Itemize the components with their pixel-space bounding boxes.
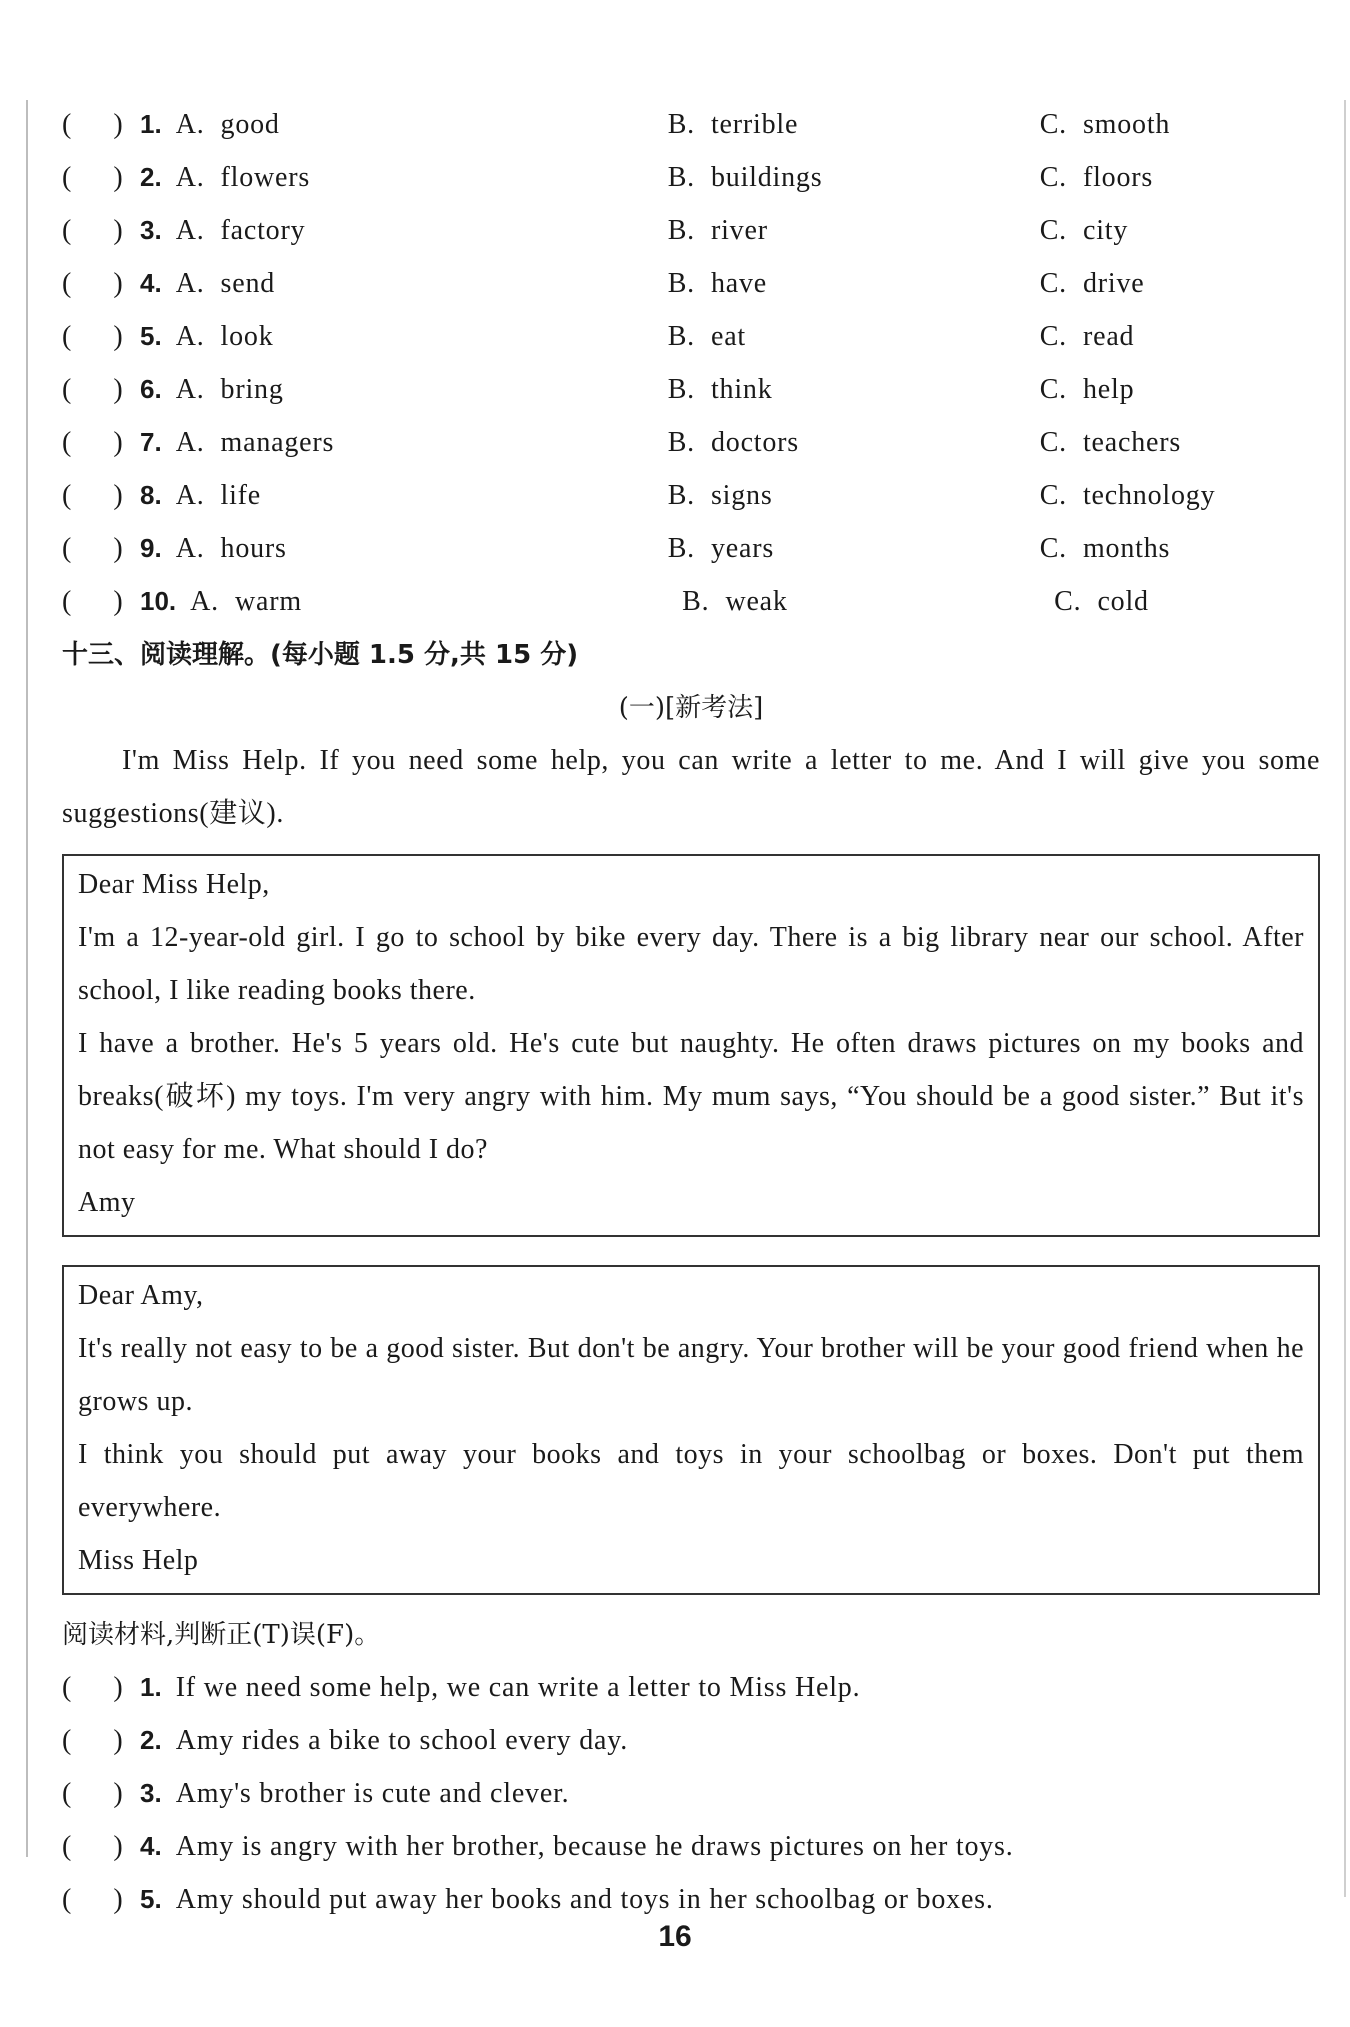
option-text: technology [1082, 480, 1216, 511]
option-text: terrible [710, 109, 799, 140]
choice-question-row [62, 363, 1320, 416]
question-number: 5. [140, 321, 162, 351]
option-text: doctors [710, 427, 799, 458]
option-letter: C. [1039, 321, 1067, 352]
option-letter: A. [175, 533, 205, 564]
tf-instruction: 阅读材料,判断正(T)误(F)。 [62, 1620, 381, 1650]
option-b [668, 469, 1040, 522]
option-letter: C. [1054, 586, 1082, 617]
option-text: smooth [1082, 109, 1171, 140]
letter-greeting: Dear Amy, [78, 1280, 204, 1311]
letter-paragraph: It's really not easy to be a good sister. But don't be angry. Your brother will be your good friend when he grows up. [78, 1333, 1304, 1417]
choice-question-row [62, 310, 1320, 363]
option-b [668, 151, 1040, 204]
answer-blank[interactable]: ( ) [62, 1725, 123, 1756]
option-letter: B. [667, 480, 695, 511]
option-letter: A. [175, 162, 205, 193]
question-number: 8. [140, 480, 162, 510]
answer-blank[interactable]: ( ) [62, 480, 123, 511]
option-letter: C. [1039, 215, 1067, 246]
choice-question-row [62, 204, 1320, 257]
question-number: 2. [140, 162, 162, 192]
option-letter: A. [175, 321, 205, 352]
option-text: send [220, 268, 276, 299]
option-letter: C. [1039, 374, 1067, 405]
letter-greeting: Dear Miss Help, [78, 869, 270, 900]
question-number: 5. [140, 1884, 162, 1914]
letter-paragraph: I have a brother. He's 5 years old. He's cute but naughty. He often draws pictures on my books and breaks(破坏) my toys. I'm very angry with him. My mum says, “You should be a good sister.” But it's not easy for me. What should I do? [78, 1028, 1304, 1165]
option-c [1040, 310, 1135, 363]
question-number: 9. [140, 533, 162, 563]
option-text: river [710, 215, 768, 246]
question-number: 3. [140, 215, 162, 245]
option-c [1040, 522, 1171, 575]
option-text: think [710, 374, 773, 405]
option-c [1040, 363, 1135, 416]
question-number: 7. [140, 427, 162, 457]
option-text: have [710, 268, 768, 299]
section-title: 十三、阅读理解。(每小题 1.5 分,共 15 分) [62, 640, 579, 670]
option-b [668, 522, 1040, 575]
option-text: flowers [220, 162, 311, 193]
option-letter: B. [682, 586, 710, 617]
answer-blank[interactable]: ( ) [62, 533, 123, 564]
tf-question-row [62, 1714, 1320, 1767]
option-a [176, 363, 668, 416]
option-c [1040, 257, 1145, 310]
question-number: 4. [140, 1831, 162, 1861]
letter-paragraph: I think you should put away your books and toys in your schoolbag or boxes. Don't put them everywhere. [78, 1439, 1304, 1523]
option-c [1040, 416, 1181, 469]
question-number: 2. [140, 1725, 162, 1755]
option-text: hours [220, 533, 287, 564]
margin-rule-right [1344, 100, 1346, 1897]
answer-blank[interactable]: ( ) [62, 215, 123, 246]
option-a [176, 469, 668, 522]
option-a [190, 575, 682, 628]
statement-text: Amy is angry with her brother, because he draws pictures on her toys. [175, 1831, 1014, 1862]
statement-text: Amy rides a bike to school every day. [175, 1725, 629, 1756]
option-letter: A. [175, 374, 205, 405]
choice-question-row [62, 522, 1320, 575]
option-text: read [1082, 321, 1135, 352]
letter-from-miss-help [62, 1265, 1320, 1595]
option-a [176, 416, 668, 469]
option-a [176, 151, 668, 204]
option-c [1040, 204, 1128, 257]
question-number: 1. [140, 109, 162, 139]
intro-paragraph: I'm Miss Help. If you need some help, you can write a letter to me. And I will give you some suggestions(建议). [62, 745, 1320, 829]
option-text: good [220, 109, 280, 140]
tf-question-row [62, 1873, 1320, 1926]
option-text: help [1082, 374, 1135, 405]
choice-question-row [62, 151, 1320, 204]
choice-question-row [62, 257, 1320, 310]
option-text: signs [710, 480, 773, 511]
answer-blank[interactable]: ( ) [62, 321, 123, 352]
option-text: factory [220, 215, 306, 246]
tf-question-row [62, 1767, 1320, 1820]
letter-paragraph: I'm a 12-year-old girl. I go to school by bike every day. There is a big library near our school. After school, I like reading books there. [78, 922, 1304, 1006]
option-letter: C. [1039, 480, 1067, 511]
letter-signature: Miss Help [78, 1545, 199, 1576]
answer-blank[interactable]: ( ) [62, 586, 123, 617]
option-a [176, 257, 668, 310]
option-letter: B. [667, 162, 695, 193]
option-text: drive [1082, 268, 1145, 299]
choice-question-row [62, 575, 1320, 628]
option-text: warm [234, 586, 302, 617]
option-text: months [1082, 533, 1171, 564]
true-false-question-list [62, 1661, 1320, 1926]
option-letter: A. [175, 480, 205, 511]
option-a [176, 522, 668, 575]
option-letter: B. [667, 427, 695, 458]
letter-from-amy [62, 854, 1320, 1237]
option-a [176, 98, 668, 151]
option-letter: B. [667, 321, 695, 352]
option-letter: B. [667, 374, 695, 405]
tf-question-row [62, 1820, 1320, 1873]
answer-blank[interactable]: ( ) [62, 162, 123, 193]
option-letter: A. [175, 109, 205, 140]
tf-question-row [62, 1661, 1320, 1714]
option-text: years [710, 533, 775, 564]
option-b [668, 257, 1040, 310]
answer-blank[interactable]: ( ) [62, 268, 123, 299]
worksheet-content [62, 98, 1320, 1926]
choice-question-row [62, 469, 1320, 522]
option-letter: A. [175, 268, 205, 299]
option-letter: B. [667, 215, 695, 246]
margin-rule-left [26, 100, 28, 1857]
option-text: life [220, 480, 262, 511]
option-text: floors [1082, 162, 1154, 193]
statement-text: Amy's brother is cute and clever. [175, 1778, 570, 1809]
letter-signature: Amy [78, 1187, 136, 1218]
option-letter: A. [190, 586, 219, 617]
passage-subhead: (一)[新考法] [618, 693, 764, 723]
option-text: weak [725, 586, 788, 617]
answer-blank[interactable]: ( ) [62, 1831, 123, 1862]
option-b [682, 575, 1054, 628]
answer-blank[interactable]: ( ) [62, 109, 123, 140]
option-letter: A. [175, 427, 205, 458]
answer-blank[interactable]: ( ) [62, 427, 123, 458]
option-letter: C. [1039, 427, 1067, 458]
option-text: eat [710, 321, 747, 352]
option-letter: C. [1039, 268, 1067, 299]
answer-blank[interactable]: ( ) [62, 1672, 123, 1703]
option-text: cold [1097, 586, 1149, 617]
option-letter: B. [667, 109, 695, 140]
question-number: 1. [140, 1672, 162, 1702]
option-c [1040, 98, 1171, 151]
page-number: 16 [658, 1920, 692, 1953]
option-letter: C. [1039, 109, 1067, 140]
statement-text: Amy should put away her books and toys in her schoolbag or boxes. [175, 1884, 994, 1915]
option-letter: C. [1039, 162, 1067, 193]
option-b [668, 363, 1040, 416]
option-c [1054, 575, 1149, 628]
answer-blank[interactable]: ( ) [62, 1884, 123, 1915]
option-letter: B. [667, 533, 695, 564]
option-text: city [1082, 215, 1129, 246]
choice-question-row [62, 98, 1320, 151]
option-text: buildings [710, 162, 823, 193]
question-number: 10. [140, 586, 177, 616]
statement-text: If we need some help, we can write a letter to Miss Help. [175, 1672, 861, 1703]
option-text: bring [220, 374, 284, 405]
question-number: 6. [140, 374, 162, 404]
option-a [176, 204, 668, 257]
answer-blank[interactable]: ( ) [62, 374, 123, 405]
question-number: 4. [140, 268, 162, 298]
option-c [1040, 469, 1216, 522]
option-letter: C. [1039, 533, 1067, 564]
option-b [668, 204, 1040, 257]
answer-blank[interactable]: ( ) [62, 1778, 123, 1809]
option-b [668, 98, 1040, 151]
option-b [668, 310, 1040, 363]
choice-question-list [62, 98, 1320, 628]
option-a [176, 310, 668, 363]
option-letter: A. [175, 215, 205, 246]
question-number: 3. [140, 1778, 162, 1808]
option-text: managers [220, 427, 335, 458]
choice-question-row [62, 416, 1320, 469]
option-b [668, 416, 1040, 469]
option-letter: B. [667, 268, 695, 299]
option-text: look [220, 321, 274, 352]
option-text: teachers [1082, 427, 1182, 458]
option-c [1040, 151, 1153, 204]
